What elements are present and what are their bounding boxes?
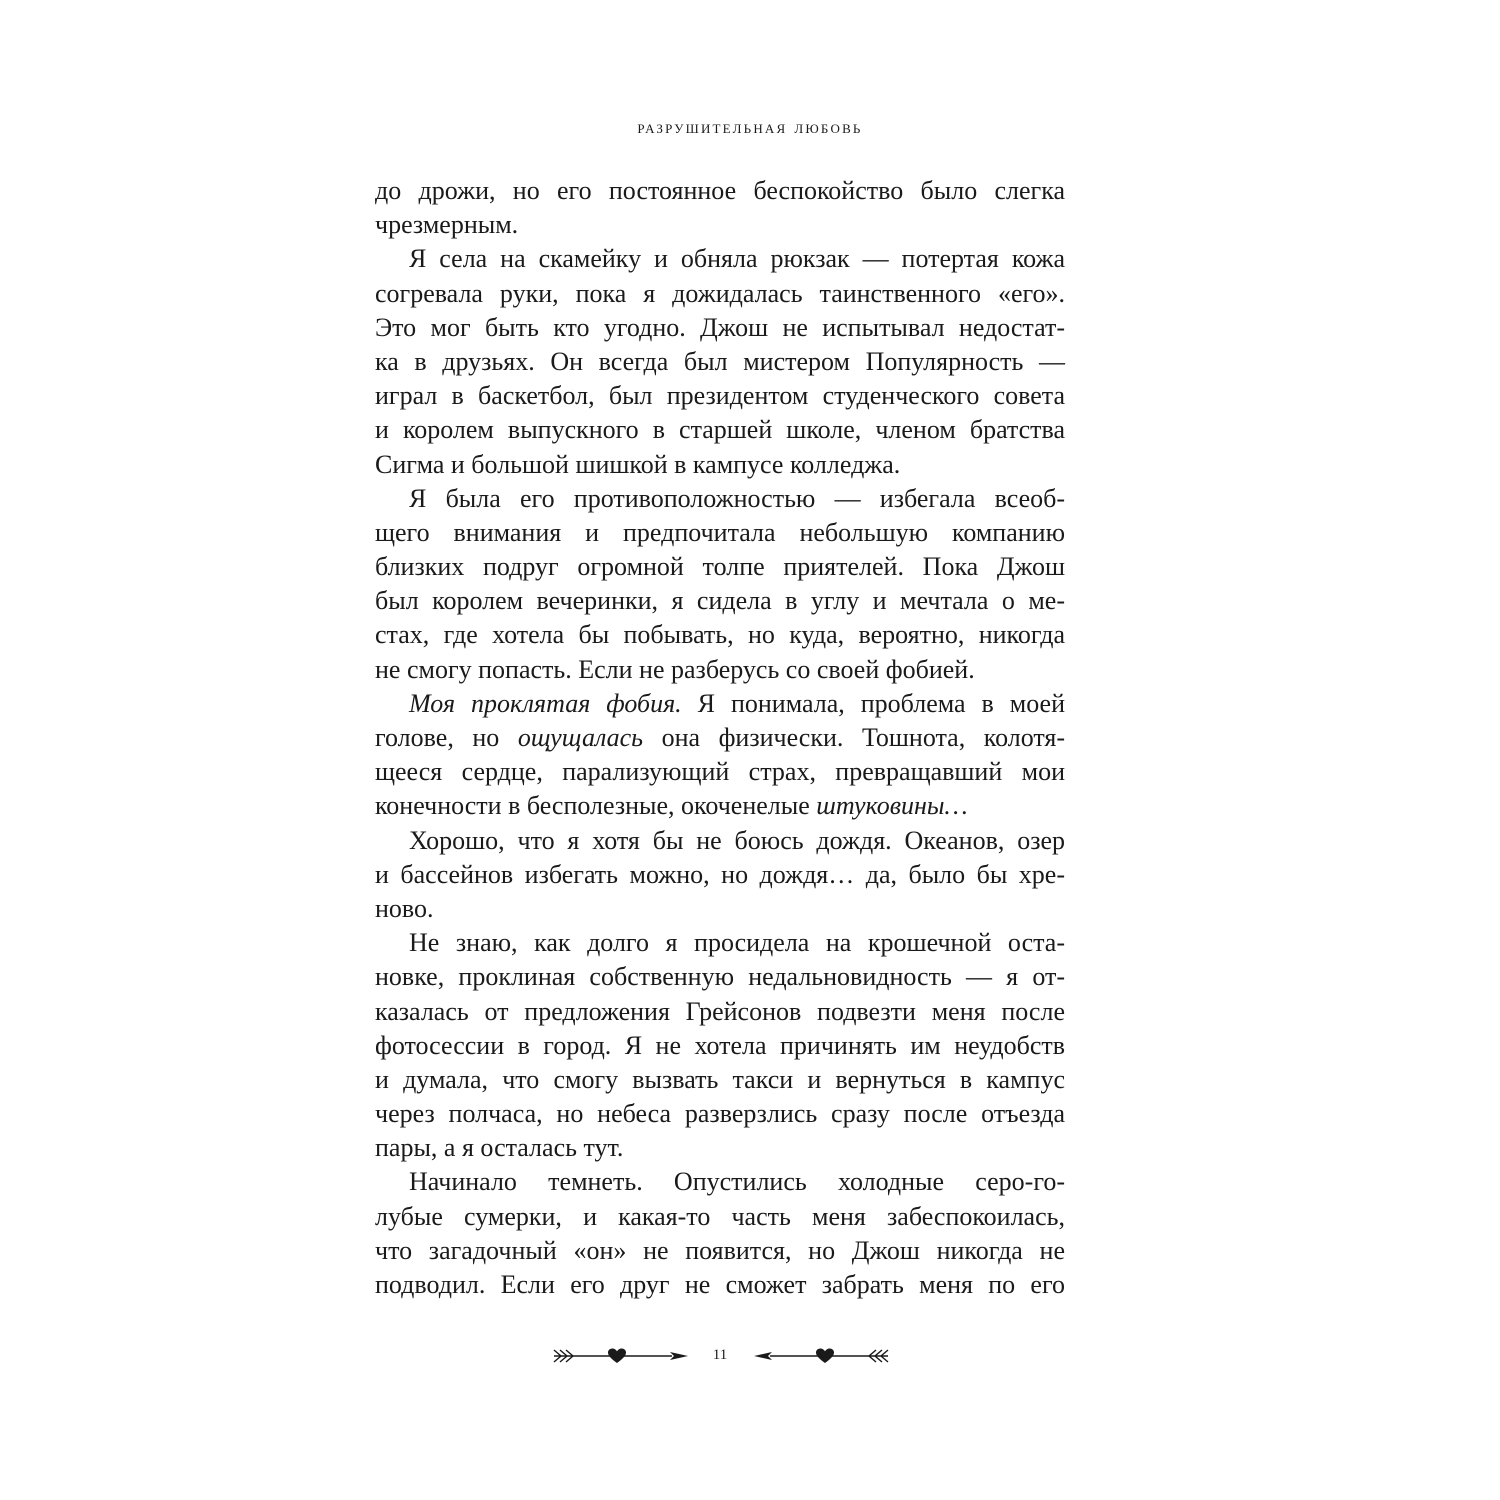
text-run: ка в друзьях. Он всегда был мистером Популярность — [375, 346, 1065, 376]
text-run: чрезмерным. [375, 210, 519, 240]
text-run: играл в баскетбол, был президентом студенческого совета [375, 381, 1065, 411]
text-line [375, 995, 1065, 1029]
text-run: подводил. Если его друг не сможет забрать меня по его [375, 1270, 1065, 1299]
text-line [375, 858, 1065, 892]
italic-text: штуковины… [816, 791, 968, 821]
text-line [375, 448, 1065, 482]
running-head-title: разрушительная любовь [637, 117, 863, 138]
text-line [375, 960, 1065, 994]
text-line [375, 755, 1065, 789]
text-run: лубые сумерки, и какая-то часть меня забеспокоилась, [375, 1201, 1065, 1231]
text-run: Не знаю, как долго я просидела на крошечной оста- [409, 928, 1065, 958]
arrow-heart-icon [552, 1343, 692, 1369]
text-run: не смогу попасть. Если не разберусь со своей фобией. [375, 654, 975, 684]
text-run: новке, проклиная собственную недальновидность — я от- [375, 962, 1065, 992]
text-line [375, 277, 1065, 311]
text-line [375, 653, 1065, 687]
text-line [375, 1131, 1065, 1165]
text-run: фотосессии в город. Я не хотела причинять им неудобств [375, 1030, 1065, 1060]
text-line [375, 926, 1065, 960]
text-run: до дрожи, но его постоянное беспокойство было слегка [375, 176, 1065, 205]
page-number: 11 [712, 1347, 728, 1363]
text-run: согревала руки, пока я дожидалась таинственного «его». [375, 278, 1065, 308]
text-line [375, 824, 1065, 858]
text-line [375, 550, 1065, 584]
text-line [375, 174, 1065, 208]
text-run: и бассейнов избегать можно, но дождя… да, было бы хре- [375, 859, 1065, 889]
italic-text: ощущалась [517, 723, 643, 752]
text-line [375, 584, 1065, 618]
text-line [375, 1268, 1065, 1302]
text-run: голове, но [375, 723, 518, 752]
text-run: что загадочный «он» не появится, но Джош никогда не [375, 1235, 1065, 1265]
arrow-heart-icon [750, 1343, 890, 1369]
text-line [375, 311, 1065, 345]
text-run: Хорошо, что я хотя бы не боюсь дождя. Океанов, озер [409, 825, 1065, 855]
text-run: пары, а я осталась тут. [375, 1133, 624, 1163]
text-line [375, 1165, 1065, 1199]
text-line [375, 1063, 1065, 1097]
text-line [375, 516, 1065, 550]
text-run: Я была его противоположностью — избегала всеоб- [409, 483, 1065, 513]
text-line [375, 892, 1065, 926]
text-run: казалась от предложения Грейсонов подвезти меня после [375, 996, 1065, 1026]
text-run: через полчаса, но небеса разверзлись сразу после отъезда [375, 1099, 1065, 1129]
text-run: конечности в бесполезные, окоченелые [375, 791, 817, 821]
text-line [375, 413, 1065, 447]
text-run: был королем вечеринки, я сидела в углу и мечтала о ме- [375, 586, 1065, 616]
text-run: ново. [375, 893, 434, 923]
text-line [375, 1029, 1065, 1063]
text-line [375, 1200, 1065, 1234]
text-line [375, 242, 1065, 276]
text-run: Сигма и большой шишкой в кампусе колледжа. [375, 449, 901, 479]
text-run: близких подруг огромной толпе приятелей. Пока Джош [375, 552, 1065, 582]
text-line [375, 721, 1065, 755]
text-line [375, 482, 1065, 516]
text-line [375, 687, 1065, 721]
text-run: Я села на скамейку и обняла рюкзак — потертая кожа [409, 244, 1065, 274]
text-line [375, 379, 1065, 413]
text-line [375, 208, 1065, 242]
text-run: и думала, что смогу вызвать такси и вернуться в кампус [375, 1064, 1065, 1094]
text-line [375, 789, 1065, 823]
text-run: Я понимала, проблема в моей [681, 688, 1065, 718]
text-line [375, 618, 1065, 652]
text-line [375, 345, 1065, 379]
text-run: Начинало темнеть. Опустились холодные серо-го- [409, 1167, 1065, 1197]
text-run: щего внимания и предпочитала небольшую компанию [375, 517, 1065, 547]
text-run: она физически. Тошнота, колотя- [643, 723, 1065, 752]
text-run: и королем выпускного в старшей школе, членом братства [375, 415, 1065, 445]
text-run: Это мог быть кто угодно. Джош не испытывал недостат- [375, 312, 1065, 342]
page-footer [0, 1343, 1500, 1369]
text-line [375, 1234, 1065, 1268]
text-run: стах, где хотела бы побывать, но куда, вероятно, никогда [375, 620, 1065, 650]
body-text [375, 174, 1065, 1302]
text-run: щееся сердце, парализующий страх, превращавший мои [375, 757, 1065, 787]
italic-text: Моя проклятая фобия. [409, 688, 682, 718]
text-line [375, 1097, 1065, 1131]
